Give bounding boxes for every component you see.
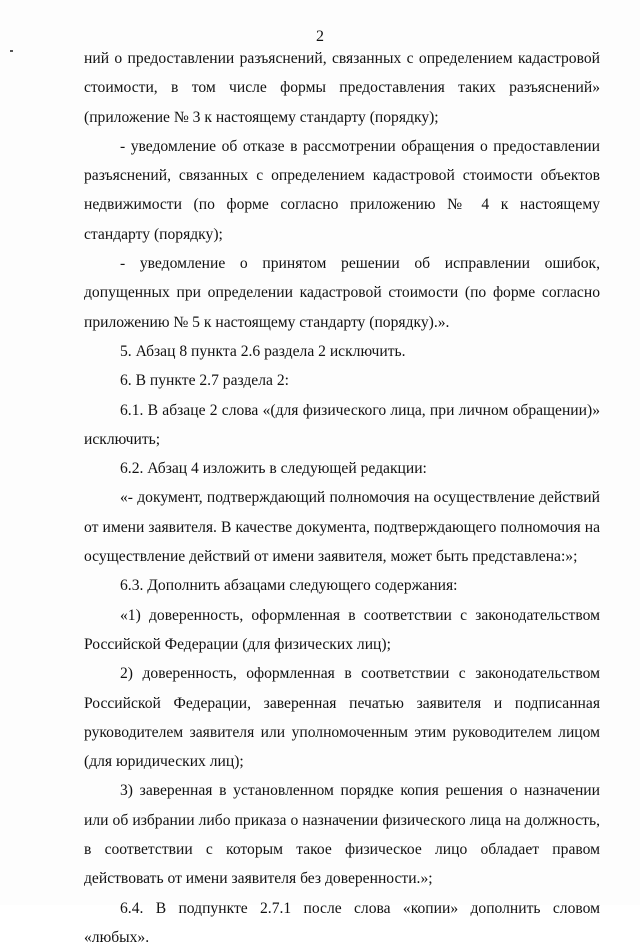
paragraph-item-6-4: 6.4. В подпункте 2.7.1 после слова «копии» дополнить словом «любых». <box>84 899 600 946</box>
paragraph-item-6-3: 6.3. Дополнить абзацами следующего содержания: <box>120 577 458 595</box>
document-body <box>84 44 600 952</box>
paragraph-item-6-3-2: 2) доверенность, оформленная в соответствии с законодательством Российской Федерации, заверенная печатью заявителя и подписанная руководителем заявителя или уполномоченным этим руководителем лицом (для юридических лиц); <box>84 665 600 771</box>
paragraph-notice-refusal: - уведомление об отказе в рассмотрении обращения о предоставлении разъяснений, связанных с определением кадастровой стоимости объектов недвижимости (по форме согласно приложению № 4 к настоящему стандарту (порядку); <box>84 137 600 243</box>
paragraph-item-6-3-3: 3) заверенная в установленном порядке копия решения о назначении или об избрании либо приказа о назначении физического лица на должность, в соответствии с которым такое физическое лицо обладает правом действовать от имени заявителя без доверенности.»; <box>84 782 600 888</box>
paragraph-item-6-1: 6.1. В абзаце 2 слова «(для физического лица, при личном обращении)» исключить; <box>84 401 600 448</box>
paragraph-item-5: 5. Абзац 8 пункта 2.6 раздела 2 исключить. <box>120 342 406 360</box>
paragraph-item-6-2-text: «- документ, подтверждающий полномочия на осуществление действий от имени заявителя. В качестве документа, подтверждающего полномочия на осуществление действий от имени заявителя, может быть представлена:»; <box>84 489 600 566</box>
page-number: 2 <box>316 28 324 45</box>
paragraph-item-6-3-1: «1) доверенность, оформленная в соответствии с законодательством Российской Федерации (для физических лиц); <box>84 606 600 653</box>
paragraph-item-6-2: 6.2. Абзац 4 изложить в следующей редакции: <box>120 460 427 478</box>
scan-speck <box>10 50 13 52</box>
paragraph-continuation: ний о предоставлении разъяснений, связанных с определением кадастровой стоимости, в том числе формы предоставления таких разъяснений» (приложение № 3 к настоящему стандарту (порядку); <box>84 50 600 126</box>
paragraph-notice-correction: - уведомление о принятом решении об исправлении ошибок, допущенных при определении кадастровой стоимости (по форме согласно приложению № 5 к настоящему стандарту (порядку).». <box>84 255 600 331</box>
paragraph-item-6: 6. В пункте 2.7 раздела 2: <box>120 372 289 390</box>
